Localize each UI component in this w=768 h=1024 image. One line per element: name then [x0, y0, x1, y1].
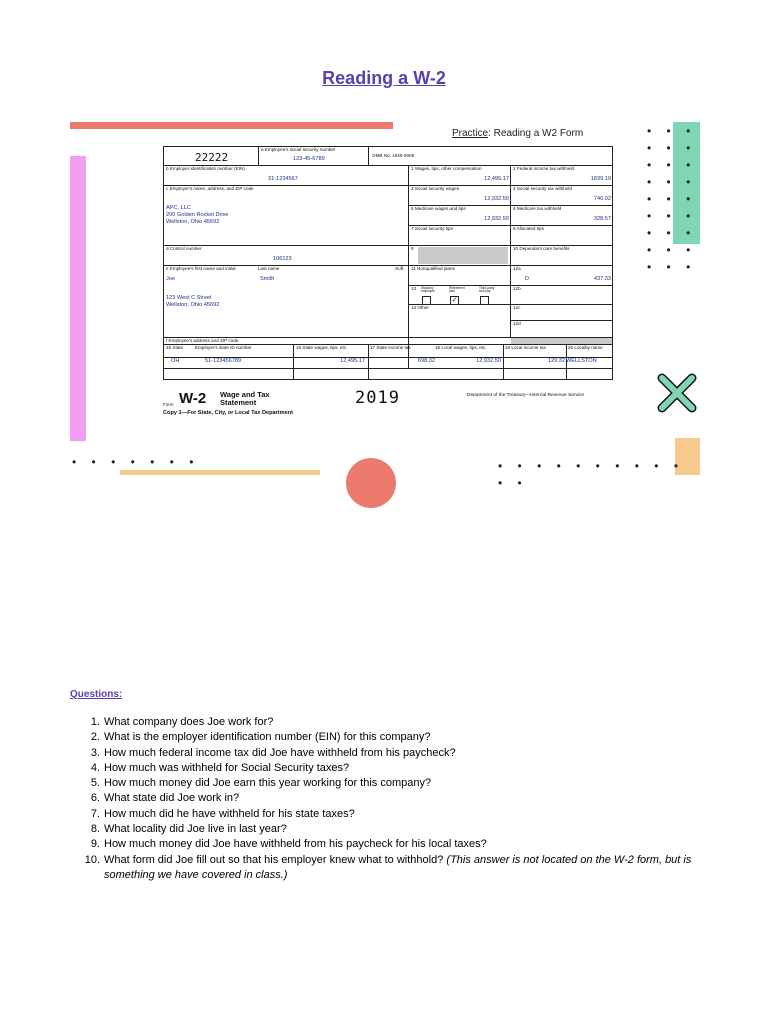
employer-street: 200 Golden Rocket Drive — [166, 211, 229, 218]
box-b-value: 31-1234567 — [268, 176, 298, 182]
box-code: 22222 — [195, 151, 229, 164]
list-item: 1. What company does Joe work for? — [90, 716, 274, 728]
dot-grid-decoration: • • • • • • • • • • • • • • • • • • • • • • • • • • • — [647, 124, 697, 274]
box-19-label: 19 Local income tax — [505, 345, 546, 350]
practice-caption: Practice: Reading a W2 Form — [452, 128, 584, 139]
box-f-label: f Employee's address and ZIP code — [166, 338, 239, 343]
list-item: 3. How much federal income tax did Joe have withheld from his paycheck? — [90, 746, 456, 759]
box-16-value: 12,495.17 — [340, 358, 365, 364]
box-e-last-label: Last name — [258, 266, 280, 271]
list-item: 2. What is the employer identification number (EIN) for this company? — [90, 731, 431, 744]
box-5-value: 12,932.50 — [484, 216, 509, 222]
box-12b-label: 12b — [513, 286, 521, 291]
list-item: 5. How much money did Joe earn this year working for this company? — [90, 777, 432, 790]
list-item: 9. How much money did Joe have withheld from his paycheck for his local taxes? — [90, 838, 487, 851]
question-note: (This answer is not located on the W-2 form, but is something we have covered in class.) — [104, 853, 692, 881]
form-name: W-2 — [179, 390, 207, 407]
box-5-label: 5 Medicare wages and tips — [411, 206, 466, 211]
box-11-label: 11 Nonqualified plans — [411, 266, 455, 271]
box-20-label: 20 Locality name — [568, 345, 603, 350]
box-b-label: b Employer identification number (EIN) — [166, 166, 245, 171]
form-subtitle-1: Wage and Tax — [220, 390, 270, 399]
list-item: 6. What state did Joe work in? — [90, 792, 240, 805]
box-8-label: 8 Allocated tips — [513, 226, 544, 231]
employee-street: 123 West C Street — [166, 295, 212, 301]
box-1-label: 1 Wages, tips, other compensation — [411, 166, 482, 171]
box-3-label: 3 Social security wages — [411, 186, 460, 191]
box-6-value: 328.57 — [593, 216, 611, 222]
questions-heading: Questions: — [70, 689, 123, 700]
box-9-label: 9 — [411, 246, 414, 251]
list-item: 10. What form did Joe fill out so that his employer knew what to withhold? (This answer is not located on the W-2 form, but is something we have covered in class.) — [84, 853, 692, 881]
box-12c-label: 12c — [513, 305, 521, 310]
box-2-value: 1839.19 — [590, 176, 611, 182]
form-word: Form — [163, 402, 174, 407]
x-mark-icon — [654, 370, 700, 416]
box-a-value: 123-45-6789 — [293, 156, 325, 162]
box-13-label: 13 — [411, 286, 417, 291]
box-12a-label: 12a — [513, 266, 521, 271]
box-12a-value: 437.33 — [593, 276, 611, 282]
box-d-label: d Control number — [166, 246, 202, 251]
box-14-label: 14 Other — [411, 305, 429, 310]
box-12d-label: 12d — [513, 321, 521, 326]
box-13-retirement-label: Retirement plan — [449, 286, 465, 294]
w2-form — [163, 146, 613, 416]
box-4-value: 746.02 — [593, 196, 611, 202]
box-d-value: 106123 — [273, 256, 292, 262]
pink-bar — [70, 156, 86, 441]
third-party-sick-pay-checkbox[interactable] — [480, 296, 489, 305]
box-3-value: 12,932.50 — [484, 196, 509, 202]
w2-practice-image — [70, 120, 700, 490]
questions-list — [76, 715, 716, 883]
state-value: OH — [171, 358, 180, 364]
list-item: 8. What locality did Joe live in last year? — [90, 823, 287, 836]
box-e-label: e Employee's first name and initial — [166, 266, 236, 271]
box-4-label: 4 Social security tax withheld — [513, 186, 572, 191]
state-id-value: 51-123456789 — [205, 358, 242, 364]
box-13-sickpay-label: Third-party sick pay — [479, 286, 495, 294]
omb-number: OMB No. 1545-0008 — [372, 153, 415, 158]
box-17-value: 698.32 — [417, 358, 435, 364]
copy-text: Copy 1—For State, City, or Local Tax Department — [163, 410, 294, 416]
box-17-label: 17 State income tax — [370, 345, 411, 350]
dot-row-decoration: • • • • • • • — [72, 455, 200, 469]
list-item: 4. How much was withheld for Social Security taxes? — [90, 761, 350, 774]
box-18-label: 18 Local wages, tips, etc. — [435, 345, 487, 350]
employer-name: APC, LLC — [166, 205, 191, 211]
box-15-id-label: Employer's state ID number — [195, 345, 252, 350]
box-16-label: 16 State wages, tips, etc. — [296, 345, 348, 350]
box-12a-code: D — [525, 276, 530, 282]
form-year: 2019 — [355, 388, 400, 408]
box-19-value: 129.32 — [547, 358, 565, 364]
employee-last-name: Smith — [260, 276, 275, 282]
box-a-label: a Employee's social security number — [261, 147, 336, 152]
page-title: Reading a W-2 — [322, 68, 446, 88]
box-e-suff-label: Suff. — [395, 266, 405, 271]
box-2-label: 2 Federal income tax withheld — [513, 166, 575, 171]
list-item: 7. How much did he have withheld for his state taxes? — [90, 807, 355, 820]
form-subtitle-2: Statement — [220, 398, 257, 407]
box-7-label: 7 Social security tips — [411, 226, 453, 231]
employee-first-name: Joe — [166, 276, 176, 282]
box-15-label: 15 State — [166, 345, 184, 350]
dot-row-decoration-right: • • • • • • • • • • • • — [498, 459, 685, 490]
box-c-label: c Employer's name, address, and ZIP code — [166, 186, 254, 191]
salmon-bar — [70, 122, 393, 129]
box-18-value: 12,932.50 — [476, 358, 501, 364]
employee-city: Wellston, Ohio 45692 — [166, 301, 220, 308]
statutory-employee-checkbox[interactable] — [422, 296, 431, 305]
box-10-label: 10 Dependent care benefits — [513, 246, 570, 251]
box-1-value: 12,495.17 — [484, 176, 509, 182]
employer-city: Wellston, Ohio 45692 — [166, 218, 220, 225]
semicircle-shape — [346, 458, 396, 508]
box-6-label: 6 Medicare tax withheld — [513, 206, 562, 211]
retirement-plan-checkbox[interactable]: ✓ — [451, 297, 458, 304]
department-text: Department of the Treasury—Internal Revenue Service — [467, 393, 585, 398]
box-20-value: WELLSTON — [566, 358, 597, 364]
box-13-statutory-label: Statutory employee — [421, 286, 435, 294]
